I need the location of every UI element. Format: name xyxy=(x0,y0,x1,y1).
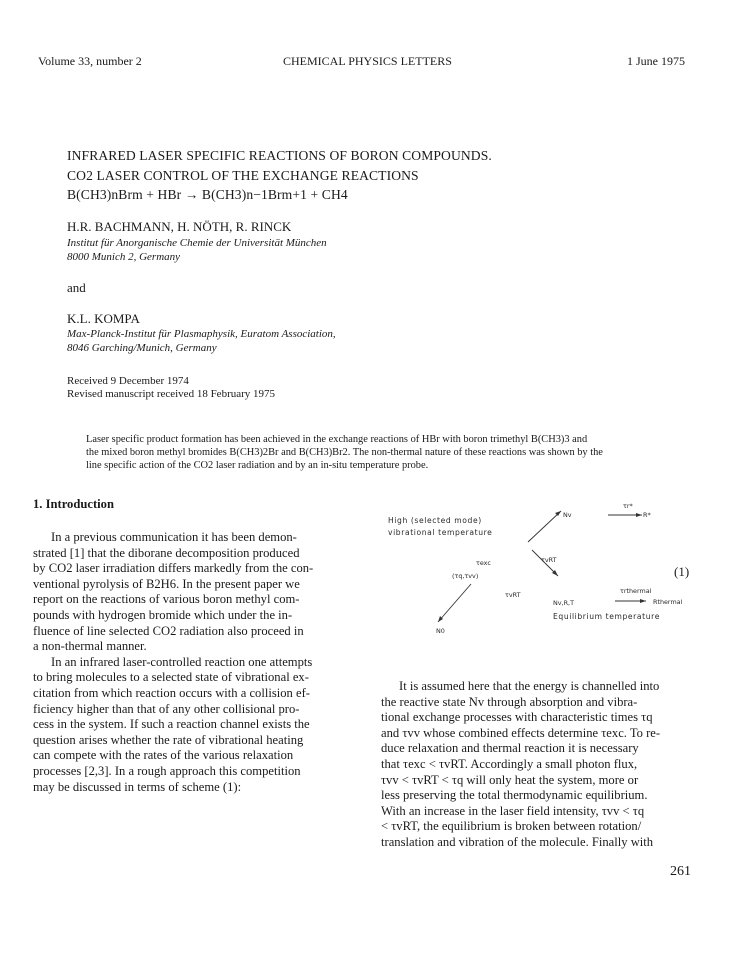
revised-date: Revised manuscript received 18 February 1975 xyxy=(67,388,276,400)
header-date: 1 June 1975 xyxy=(627,54,685,68)
header-journal: CHEMICAL PHYSICS LETTERS xyxy=(283,54,452,68)
scheme-equation-number: (1) xyxy=(674,564,690,579)
right-line: and τvv whose combined effects determine τexc. To re- xyxy=(381,725,661,740)
right-line: that τexc < τvRT. Accordingly a small photon flux, xyxy=(381,756,638,771)
title-line-1: INFRARED LASER SPECIFIC REACTIONS OF BORON COMPOUNDS. xyxy=(67,148,492,163)
scheme-tau-vrt-lower: τvRT xyxy=(505,591,521,599)
left-line: processes [2,3]. In a rough approach this competition xyxy=(33,763,301,778)
received-date: Received 9 December 1974 xyxy=(67,375,189,387)
abstract-line-1: Laser specific product formation has been achieved in the exchange reactions of HBr with boron trimethyl B(CH3)3 and xyxy=(86,434,588,445)
scheme-n-0: N0 xyxy=(436,627,445,635)
left-line: may be discussed in terms of scheme (1): xyxy=(33,779,242,794)
left-line: can compete with the rates of the various relaxation xyxy=(33,748,294,763)
and-connector: and xyxy=(67,280,86,295)
arrow-to-nv xyxy=(528,511,561,542)
scheme-r-star: R* xyxy=(643,511,651,519)
right-line: < τvRT, the equilibrium is broken between rotation/ xyxy=(381,819,642,834)
right-line: translation and vibration of the molecule. Finally with xyxy=(381,834,654,849)
left-line: In a previous communication it has been demon- xyxy=(51,530,297,544)
abstract-line-2: the mixed boron methyl bromides B(CH3)2Br and B(CH3)Br2. The non-thermal nature of these reactions was shown by the xyxy=(86,447,603,458)
left-line: question arises whether the rate of vibrational heating xyxy=(33,732,304,747)
right-line: duce relaxation and thermal reaction it is necessary xyxy=(381,741,639,756)
affiliation-1-line-1: Institut für Anorganische Chemie der Universität München xyxy=(67,237,327,249)
scheme-tau-exc: τexc xyxy=(476,559,491,567)
left-line: a non-thermal manner. xyxy=(33,639,147,654)
affiliation-2-line-1: Max-Planck-Institut für Plasmaphysik, Euratom Association, xyxy=(67,328,336,340)
right-line: With an increase in the laser field intensity, τvv < τq xyxy=(381,803,645,818)
left-line: In an infrared laser-controlled reaction one attempts xyxy=(51,654,313,669)
right-line: It is assumed here that the energy is channelled into xyxy=(399,679,660,693)
scheme-tau-q-vv: (τq,τvv) xyxy=(452,572,479,580)
left-line: ficiency higher than that of any other collisional pro- xyxy=(33,701,300,716)
header-volume: Volume 33, number 2 xyxy=(38,54,142,68)
right-line: less preserving the total thermodynamic equilibrium. xyxy=(381,788,648,803)
right-line: the reactive state Nv through absorption and vibra- xyxy=(381,694,638,709)
affiliation-1-line-2: 8000 Munich 2, Germany xyxy=(67,251,181,263)
page-number: 261 xyxy=(670,864,691,879)
authors-group-1: H.R. BACHMANN, H. NÖTH, R. RINCK xyxy=(67,219,292,234)
scheme-n-v: Nv xyxy=(563,511,572,519)
title-line-3: B(CH3)nBrm + HBr → B(CH3)n−1Brm+1 + CH4 xyxy=(67,187,348,202)
left-line: citation from which reaction occurs with a collision ef- xyxy=(33,685,310,700)
scheme-tau-r: τr* xyxy=(623,502,633,510)
left-line: ventional pyrolysis of B2H6. In the present paper we xyxy=(33,576,300,591)
left-line: by CO2 laser irradiation differs markedly from the con- xyxy=(33,561,314,576)
abstract-line-3: line specific action of the CO2 laser radiation and by an in-situ temperature probe. xyxy=(86,460,429,471)
authors-group-2: K.L. KOMPA xyxy=(67,311,140,326)
scheme-n-vrt: Nv,R,T xyxy=(553,599,574,607)
title-line-2: CO2 LASER CONTROL OF THE EXCHANGE REACTIONS xyxy=(67,168,419,183)
scheme-high-label-2: vibrational temperature xyxy=(388,528,493,537)
right-column xyxy=(381,679,701,851)
left-line: strated [1] that the diborane decomposition produced xyxy=(33,545,300,560)
scheme-tau-r-thermal: τrthermal xyxy=(620,587,652,595)
scheme-high-label-1: High (selected mode) xyxy=(388,516,482,525)
scheme-tau-vrt-upper: τvRT xyxy=(541,556,557,564)
arrow-to-n0 xyxy=(438,584,471,622)
left-line: report on the reactions of various boron methyl com- xyxy=(33,592,300,607)
affiliation-2-line-2: 8046 Garching/Munich, Germany xyxy=(67,342,217,354)
section-heading: 1. Introduction xyxy=(33,497,114,511)
scheme-r-thermal: Rthermal xyxy=(653,598,683,606)
left-line: cess in the system. If such a reaction channel exists the xyxy=(33,717,310,732)
right-line: tional exchange processes with characteristic times τq xyxy=(381,710,653,725)
scheme-equilibrium-label: Equilibrium temperature xyxy=(553,612,660,621)
right-line: τvv < τvRT < τq will only heat the system, more or xyxy=(381,772,639,787)
left-line: to bring molecules to a selected state of vibrational ex- xyxy=(33,670,309,685)
left-line: fluence of line selected CO2 radiation also proceed in xyxy=(33,623,304,638)
left-line: pounds with hydrogen bromide which under the in- xyxy=(33,607,293,622)
left-column xyxy=(33,530,351,795)
